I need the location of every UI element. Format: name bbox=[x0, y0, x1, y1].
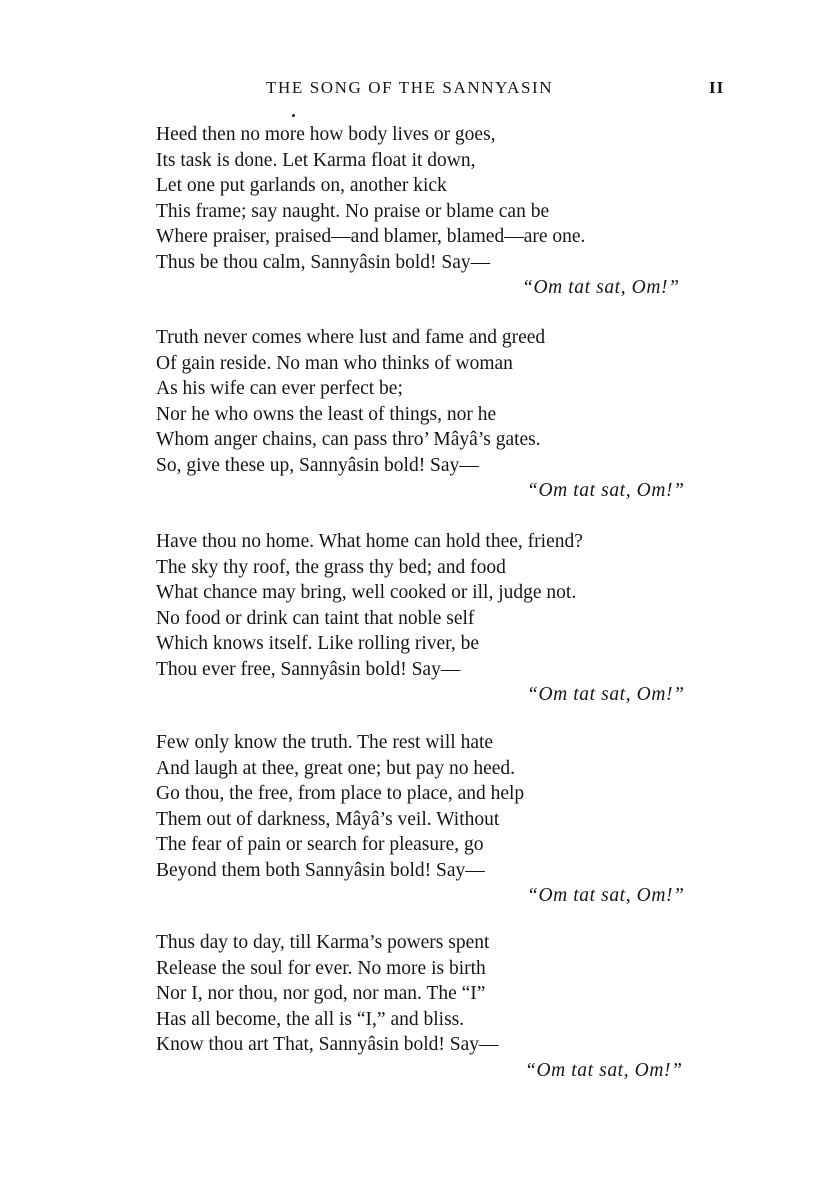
ink-speck bbox=[292, 114, 295, 117]
verse-line: Whom anger chains, can pass thro’ Mâyâ’s gates. bbox=[156, 429, 541, 450]
verse-line: And laugh at thee, great one; but pay no heed. bbox=[156, 757, 516, 779]
verse-line: Of gain reside. No man who thinks of woman bbox=[156, 352, 513, 374]
verse-line: Has all become, the all is “I,” and bliss. bbox=[156, 1008, 465, 1030]
verse-line: Thus be thou calm, Sannyâsin bold! Say— bbox=[156, 251, 491, 273]
stanza-4 bbox=[156, 730, 736, 909]
verse-line: The sky thy roof, the grass thy bed; and food bbox=[156, 556, 506, 578]
refrain: “Om tat sat, Om!” bbox=[525, 1059, 683, 1081]
verse-line: No food or drink can taint that noble self bbox=[156, 607, 475, 629]
verse-line: Nor I, nor thou, nor god, nor man. The “I” bbox=[156, 983, 486, 1004]
verse-line: Them out of darkness, Mâyâ’s veil. Without bbox=[156, 808, 500, 830]
page-number: II bbox=[709, 78, 725, 97]
verse-line: Let one put garlands on, another kick bbox=[156, 175, 447, 196]
verse-line: Nor he who owns the least of things, nor he bbox=[156, 403, 497, 425]
page-header bbox=[0, 78, 840, 102]
stanza-3 bbox=[156, 529, 736, 708]
verse-line: Its task is done. Let Karma float it down, bbox=[156, 149, 476, 171]
verse-line: Truth never comes where lust and fame and greed bbox=[156, 327, 546, 348]
refrain: “Om tat sat, Om!” bbox=[522, 277, 680, 298]
refrain: “Om tat sat, Om!” bbox=[527, 885, 685, 906]
stanza-5 bbox=[156, 930, 736, 1083]
verse-line: Where praiser, praised—and blamer, blamed—are one. bbox=[156, 226, 586, 247]
verse-line: The fear of pain or search for pleasure, go bbox=[156, 834, 484, 855]
verse-line: What chance may bring, well cooked or ill, judge not. bbox=[156, 582, 577, 603]
verse-line: As his wife can ever perfect be; bbox=[156, 378, 403, 399]
stanza-1 bbox=[156, 122, 736, 301]
verse-line: Release the soul for ever. No more is birth bbox=[156, 957, 486, 979]
verse-line: Go thou, the free, from place to place, and help bbox=[156, 783, 525, 804]
refrain: “Om tat sat, Om!” bbox=[527, 480, 685, 501]
verse-line: Have thou no home. What home can hold thee, friend? bbox=[156, 531, 583, 552]
verse-line: Heed then no more how body lives or goes, bbox=[156, 124, 496, 145]
verse-line: So, give these up, Sannyâsin bold! Say— bbox=[156, 454, 479, 476]
verse-line: Which knows itself. Like rolling river, be bbox=[156, 633, 480, 654]
running-title: THE SONG OF THE SANNYASIN bbox=[266, 78, 554, 97]
verse-line: Few only know the truth. The rest will hate bbox=[156, 732, 494, 753]
stanza-2 bbox=[156, 325, 736, 504]
refrain: “Om tat sat, Om!” bbox=[527, 684, 685, 705]
verse-line: Thus day to day, till Karma’s powers spent bbox=[156, 932, 490, 953]
verse-line: This frame; say naught. No praise or blame can be bbox=[156, 200, 550, 222]
verse-line: Thou ever free, Sannyâsin bold! Say— bbox=[156, 658, 461, 680]
verse-line: Know thou art That, Sannyâsin bold! Say— bbox=[156, 1034, 499, 1055]
verse-line: Beyond them both Sannyâsin bold! Say— bbox=[156, 859, 485, 881]
